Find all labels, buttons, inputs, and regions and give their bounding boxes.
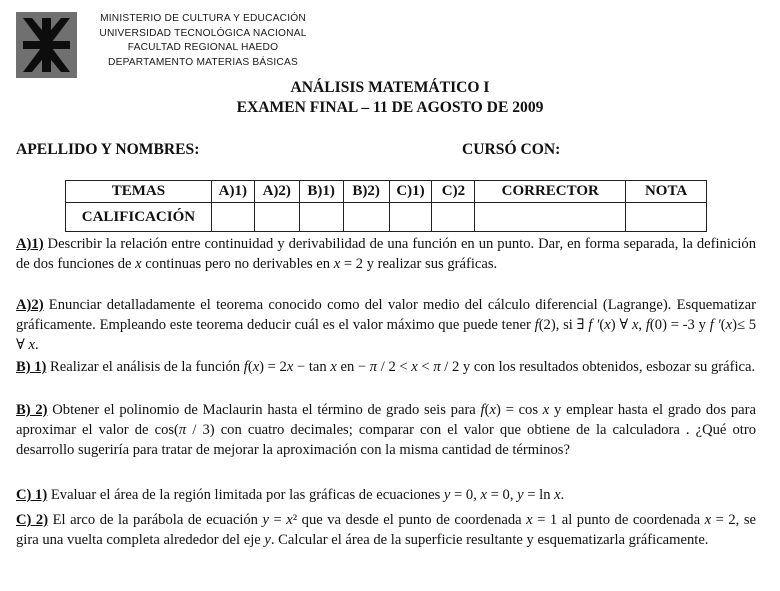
question-text: = <box>268 512 287 528</box>
math-var: π <box>178 422 187 438</box>
name-label: APELLIDO Y NOMBRES: <box>16 141 200 158</box>
math-var: π <box>433 359 441 375</box>
question-c2 <box>16 510 756 550</box>
math-var: x <box>411 359 418 375</box>
question-text: / 2 y con los resultados obtenidos, esbozar su gráfica. <box>440 359 756 375</box>
header-a1: A)1) <box>211 181 254 203</box>
question-text: Enunciar detalladamente el teorema conocido como del valor medio del cálculo diferencial (Lagrange). Esquematizar gráficamente. Empleando este teorema deducir cuál es el valor máximo que puede tener <box>16 297 756 333</box>
question-a2 <box>16 295 756 355</box>
math-var: x <box>725 317 733 333</box>
question-text: Obtener el polinomio de Maclaurin hasta el término de grado seis para <box>47 402 481 418</box>
question-label: B) 2) <box>16 402 48 418</box>
grade-cell-c1 <box>389 203 432 232</box>
question-b2 <box>16 400 756 460</box>
institution-line-ministry: MINISTERIO DE CULTURA Y EDUCACIÓN <box>100 13 306 24</box>
exam-title: EXAMEN FINAL – 11 DE AGOSTO DE 2009 <box>236 99 544 116</box>
question-text: Describir la relación entre continuidad y derivabilidad de una función en un punto. Dar, en forma separada, la definición de dos funciones de <box>16 236 756 272</box>
grade-cell-b1 <box>299 203 343 232</box>
math-var: x <box>480 487 487 503</box>
math-var: x <box>604 317 611 333</box>
question-a1 <box>16 234 756 274</box>
institution-header <box>84 12 322 70</box>
math-var: y <box>517 487 524 503</box>
header-b1: B)1) <box>299 181 343 203</box>
question-text: , <box>638 317 646 333</box>
question-text: y emplear hasta el grado dos para aproximar el valor de cos( <box>16 402 756 438</box>
question-text: ) = 2 <box>259 359 287 375</box>
institution-line-faculty: FACULTAD REGIONAL HAEDO <box>127 42 279 54</box>
math-var: x <box>330 359 337 375</box>
math-var: f <box>534 317 539 333</box>
math-var: π <box>369 359 378 375</box>
question-text: en − <box>336 359 370 375</box>
header-nota: NOTA <box>626 181 707 203</box>
question-text: . <box>560 487 565 503</box>
math-var: x <box>526 512 533 528</box>
question-label: A)1) <box>16 236 44 252</box>
math-var: x <box>542 402 550 418</box>
math-var: y <box>262 512 269 528</box>
question-text: ( <box>484 402 490 418</box>
question-text: que va desde el punto de coordenada <box>297 512 527 528</box>
math-var: x <box>286 359 294 375</box>
header-b2: B)2) <box>343 181 389 203</box>
header-c2: C)2 <box>432 181 475 203</box>
header-a2: A)2) <box>254 181 299 203</box>
math-var: f <box>243 359 248 375</box>
institution-line-department: DEPARTAMENTO MATERIAS BÁSICAS <box>108 56 298 68</box>
grade-cell-nota <box>626 203 707 232</box>
question-text: ( <box>720 317 726 333</box>
question-label: C) 1) <box>16 487 48 503</box>
question-text: = 2, se gira una vuelta completa alrededor del eje <box>16 512 756 548</box>
grade-cell-c2 <box>432 203 475 232</box>
math-var: y <box>264 532 271 548</box>
question-text: / 2 < <box>377 359 412 375</box>
header-temas: TEMAS <box>66 181 212 203</box>
question-text: = 1 al punto de coordenada <box>532 512 705 528</box>
grade-cell-a1 <box>211 203 254 232</box>
grade-cell-corrector <box>475 203 626 232</box>
question-text: ) = cos <box>495 402 543 418</box>
math-var: f <box>480 402 485 418</box>
math-var: x <box>333 256 341 272</box>
math-var: x <box>489 402 496 418</box>
question-b1 <box>16 357 756 377</box>
question-text: Evaluar el área de la región limitada por las gráficas de ecuaciones <box>47 487 444 503</box>
question-c1 <box>16 485 756 505</box>
math-var: x <box>704 512 712 528</box>
question-text: continuas pero no derivables en <box>141 256 334 272</box>
question-text: = ln <box>523 487 555 503</box>
subject-title: ANÁLISIS MATEMÁTICO I <box>290 79 490 96</box>
math-var: x <box>252 359 260 375</box>
question-text: Realizar el análisis de la función <box>46 359 244 375</box>
question-text: = 2 y realizar sus gráficas. <box>340 256 498 272</box>
question-text: = 0, <box>450 487 481 503</box>
math-var: x <box>135 256 142 272</box>
math-var: x <box>28 337 35 353</box>
grades-row <box>66 203 707 232</box>
question-label: A)2) <box>16 297 44 313</box>
question-text: )≤ 5 ∀ <box>16 317 757 353</box>
math-var: x <box>286 512 293 528</box>
question-text: . <box>34 337 39 353</box>
math-var: f ′ <box>588 317 600 333</box>
grade-cell-b2 <box>343 203 389 232</box>
grades-header-row <box>66 181 707 203</box>
question-text: < <box>417 359 434 375</box>
math-var: y <box>443 487 451 503</box>
question-text: ) ∀ <box>610 317 632 333</box>
math-var: x <box>554 487 561 503</box>
question-text: (0) = -3 y <box>649 317 710 333</box>
question-text: El arco de la parábola de ecuación <box>48 512 263 528</box>
question-label: B) 1) <box>16 359 47 375</box>
institution-line-university: UNIVERSIDAD TECNOLÓGICA NACIONAL <box>99 27 307 39</box>
question-text: / 3) con cuatro decimales; comparar con el valor que obtiene de la calculadora . ¿Qué otro desarrollo sugeriría para tratar de mejorar la aproximación con la misma cantidad de términos? <box>16 422 757 458</box>
question-text: ² <box>292 512 298 528</box>
question-text: = 0, <box>487 487 518 503</box>
math-var: f ′ <box>709 317 721 333</box>
question-text: . Calcular el área de la superficie resultante y esquematizarla gráficamente. <box>270 532 709 548</box>
question-text: − tan <box>293 359 331 375</box>
header-c1: C)1) <box>389 181 432 203</box>
utn-logo-icon <box>16 12 77 78</box>
question-text: ( <box>247 359 253 375</box>
question-text: ( <box>599 317 605 333</box>
grade-cell-a2 <box>254 203 299 232</box>
math-var: f <box>645 317 650 333</box>
header-corrector: CORRECTOR <box>475 181 626 203</box>
grades-table <box>65 180 707 232</box>
math-var: x <box>631 317 639 333</box>
question-text: (2), si ∃ <box>538 317 589 333</box>
course-label: CURSÓ CON: <box>462 141 561 158</box>
row-label-calificacion: CALIFICACIÓN <box>66 203 212 232</box>
question-label: C) 2) <box>16 512 49 528</box>
